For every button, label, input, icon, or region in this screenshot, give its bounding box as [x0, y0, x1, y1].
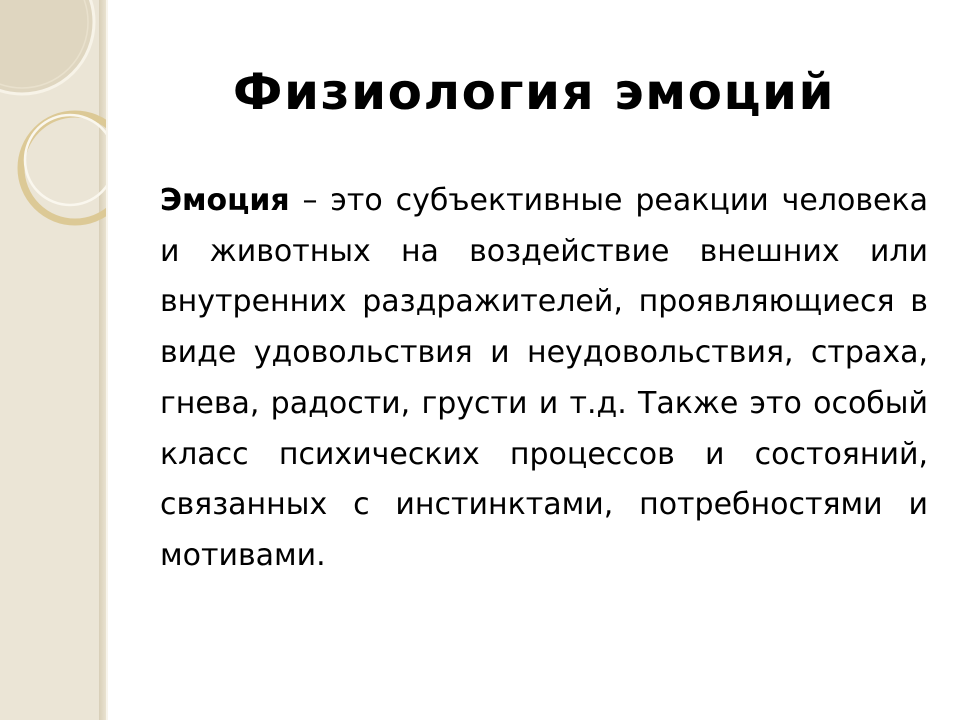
circle-ornament-icon	[0, 0, 108, 260]
definition-paragraph	[160, 176, 928, 582]
definition-separator: –	[302, 183, 318, 218]
top-arc-ornament	[0, 0, 94, 94]
definition-text: это субъективные реакции человека и животных на воздействие внешних или внутренних раздражителей, проявляющиеся в виде удовольствия и неудовольствия, страха, гнева, радости, грусти и т.д. Также это особый класс психических процессов и состояний, связанных с инстинктами, потребностями и мотивами.	[160, 183, 929, 573]
definition-term: Эмоция	[160, 183, 290, 218]
slide-title: Физиология эмоций	[232, 63, 836, 121]
light-ring-ornament	[25, 115, 108, 205]
